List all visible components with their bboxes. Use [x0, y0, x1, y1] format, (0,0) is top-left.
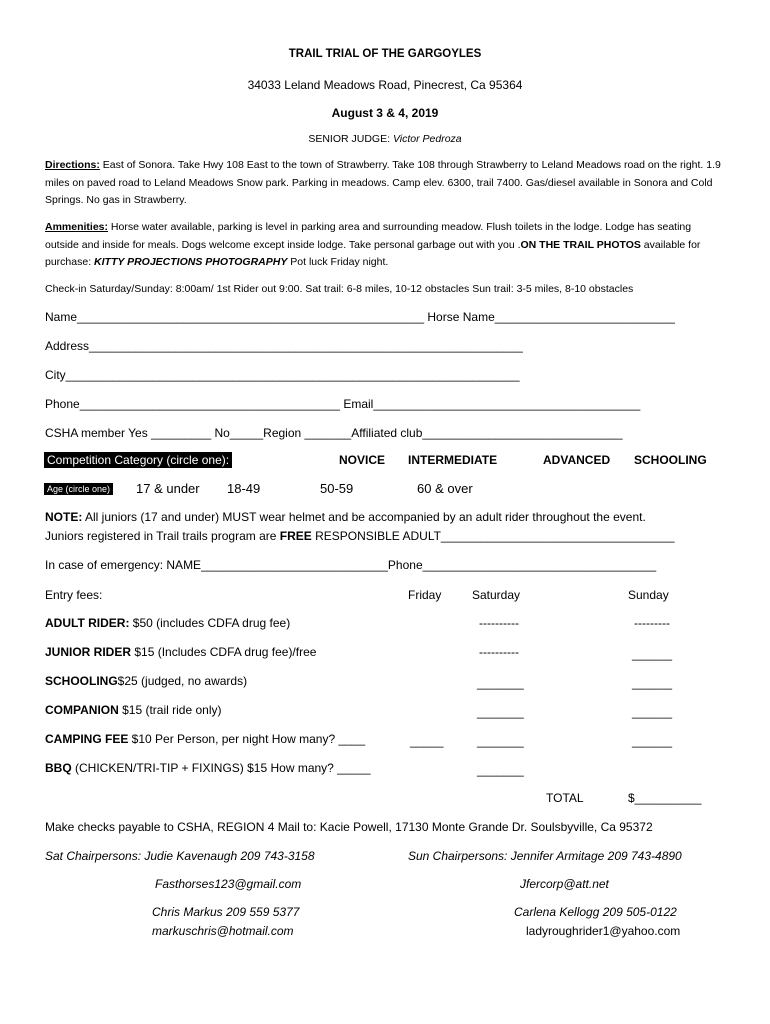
- category-novice[interactable]: NOVICE: [339, 453, 386, 467]
- fee-row-junior: [45, 645, 316, 659]
- note-text: All juniors (17 and under) MUST wear helmet and be accompanied by an adult rider throughout the event.: [82, 510, 646, 524]
- amenities-text-1: Horse water available, parking is level in parking area and surrounding meadow. Flush toilets in the lodge. Lodge has seating outside and inside for meals. Dogs welcome except inside lodge. Take personal garbage out with you .: [45, 221, 692, 251]
- note-line-1: [45, 510, 646, 524]
- photographer-name: KITTY PROJECTIONS PHOTOGRAPHY: [94, 256, 288, 268]
- age-50-59[interactable]: 50-59: [320, 481, 354, 496]
- fee-camping-sun[interactable]: ______: [632, 734, 673, 748]
- fee-adult-sun[interactable]: ---------: [634, 616, 670, 630]
- age-60-over[interactable]: 60 & over: [417, 481, 473, 496]
- note-label: NOTE:: [45, 510, 83, 524]
- fee-row-text: $10 Per Person, per night How many? ____: [128, 732, 366, 746]
- free-text: FREE: [279, 529, 312, 543]
- trail-photos-text: ON THE TRAIL PHOTOS: [520, 238, 641, 251]
- fee-row-label: BBQ: [45, 761, 72, 775]
- checkin-info: Check-in Saturday/Sunday: 8:00am/ 1st Rider out 9:00. Sat trail: 6-8 miles, 10-12 obstacles Sun trail: 3-5 miles, 8-10 obstacles: [45, 283, 634, 295]
- sun-chairpersons: Sun Chairpersons: Jennifer Armitage 209 743-4890: [408, 849, 682, 863]
- mail-info: Make checks payable to CSHA, REGION 4 Mail to: Kacie Powell, 17130 Monte Grande Dr. Soulsbyville, Ca 95372: [45, 820, 653, 834]
- city-field[interactable]: City____________________________________________________________________: [45, 368, 520, 382]
- sun-email-2: ladyroughrider1@yahoo.com: [526, 924, 681, 938]
- age-label: Age (circle one): [44, 483, 113, 495]
- csha-member-field[interactable]: CSHA member Yes _________ No_____Region _______Affiliated club______________________________: [45, 426, 623, 440]
- fee-row-text: $50 (includes CDFA drug fee): [129, 616, 291, 630]
- fee-bbq-sat[interactable]: _______: [477, 763, 524, 777]
- fee-row-camping: [45, 732, 365, 746]
- judge-name: Victor Pedroza: [392, 133, 462, 145]
- day-sunday: Sunday: [628, 588, 669, 602]
- address-field[interactable]: Address_________________________________________________________________: [45, 339, 523, 353]
- fee-row-text: $15 (trail ride only): [118, 703, 222, 717]
- fee-row-label: COMPANION: [45, 703, 119, 717]
- fee-schooling-sat[interactable]: _______: [477, 676, 524, 690]
- fee-companion-sun[interactable]: ______: [632, 705, 673, 719]
- fee-camping-sat[interactable]: _______: [477, 734, 524, 748]
- amenities-label: Ammenities:: [45, 221, 109, 233]
- fee-row-text: $25 (judged, no awards): [117, 674, 248, 688]
- category-intermediate[interactable]: INTERMEDIATE: [408, 453, 498, 467]
- page-title: TRAIL TRIAL OF THE GARGOYLES: [288, 48, 482, 60]
- fee-row-label: CAMPING FEE: [45, 732, 129, 746]
- fee-row-label: ADULT RIDER:: [45, 616, 130, 630]
- directions-label: Directions:: [45, 159, 100, 171]
- sat-email-2: markuschris@hotmail.com: [152, 924, 294, 938]
- fee-schooling-sun[interactable]: ______: [632, 676, 673, 690]
- day-friday: Friday: [408, 588, 442, 602]
- age-17-under[interactable]: 17 & under: [136, 481, 200, 496]
- sat-chairpersons: Sat Chairpersons: Judie Kavenaugh 209 743-3158: [45, 849, 315, 863]
- senior-judge: [0, 133, 770, 145]
- fee-row-adult: [45, 616, 290, 630]
- fee-junior-sun[interactable]: ______: [632, 647, 673, 661]
- fee-companion-sat[interactable]: _______: [477, 705, 524, 719]
- fee-row-companion: [45, 703, 222, 717]
- fee-row-label: SCHOOLING: [45, 674, 118, 688]
- fee-row-text: $15 (Includes CDFA drug fee)/free: [131, 645, 317, 659]
- fee-camping-fri[interactable]: _____: [410, 734, 444, 748]
- category-schooling[interactable]: SCHOOLING: [634, 453, 707, 467]
- fee-adult-sat[interactable]: ----------: [479, 616, 519, 630]
- emergency-field[interactable]: In case of emergency: NAME____________________________Phone___________________________________: [45, 558, 657, 572]
- sat-email-1: Fasthorses123@gmail.com: [155, 877, 302, 891]
- amenities-text-2: available for purchase:: [45, 238, 701, 268]
- day-saturday: Saturday: [472, 588, 521, 602]
- total-field[interactable]: $__________: [628, 791, 702, 805]
- sat-contact-2: Chris Markus 209 559 5377: [152, 905, 300, 919]
- event-address: 34033 Leland Meadows Road, Pinecrest, Ca 95364: [247, 78, 523, 92]
- total-label: TOTAL: [546, 791, 584, 805]
- fee-junior-sat[interactable]: ----------: [479, 645, 519, 659]
- fee-row-schooling: [45, 674, 247, 688]
- note-line-2: [45, 529, 675, 543]
- fee-row-label: JUNIOR RIDER: [45, 645, 132, 659]
- amenities-paragraph: [45, 219, 725, 272]
- fee-row-bbq: [45, 761, 371, 775]
- sun-contact-2: Carlena Kellogg 209 505-0122: [514, 905, 677, 919]
- category-advanced[interactable]: ADVANCED: [543, 453, 611, 467]
- fee-row-text: (CHICKEN/TRI-TIP + FIXINGS) $15 How many? _____: [71, 761, 371, 775]
- name-field[interactable]: Name____________________________________________________ Horse Name___________________________: [45, 310, 675, 324]
- age-18-49[interactable]: 18-49: [227, 481, 261, 496]
- judge-label: SENIOR JUDGE:: [308, 133, 391, 145]
- sun-email-1: Jfercorp@att.net: [520, 877, 609, 891]
- directions-text: East of Sonora. Take Hwy 108 East to the town of Strawberry. Take 108 through Strawberry to Leland Meadows road on the right. 1.9 miles on paved road to Leland Meadows Snow park. Parking in meadows. Camp elev. 6300, trail 7400. Gas/diesel available in Sonora and Cold Springs. No gas in Strawberry.: [45, 159, 721, 206]
- event-dates: August 3 & 4, 2019: [331, 106, 439, 120]
- entry-fees-label: Entry fees:: [45, 588, 103, 602]
- competition-category-label: Competition Category (circle one):: [44, 452, 232, 468]
- amenities-text-3: Pot luck Friday night.: [287, 256, 389, 268]
- phone-email-field[interactable]: Phone_______________________________________ Email________________________________________: [45, 397, 641, 411]
- directions-paragraph: [45, 157, 725, 210]
- responsible-adult-field[interactable]: RESPONSIBLE ADULT___________________________________: [311, 529, 675, 543]
- juniors-text: Juniors registered in Trail trails program are: [45, 529, 280, 543]
